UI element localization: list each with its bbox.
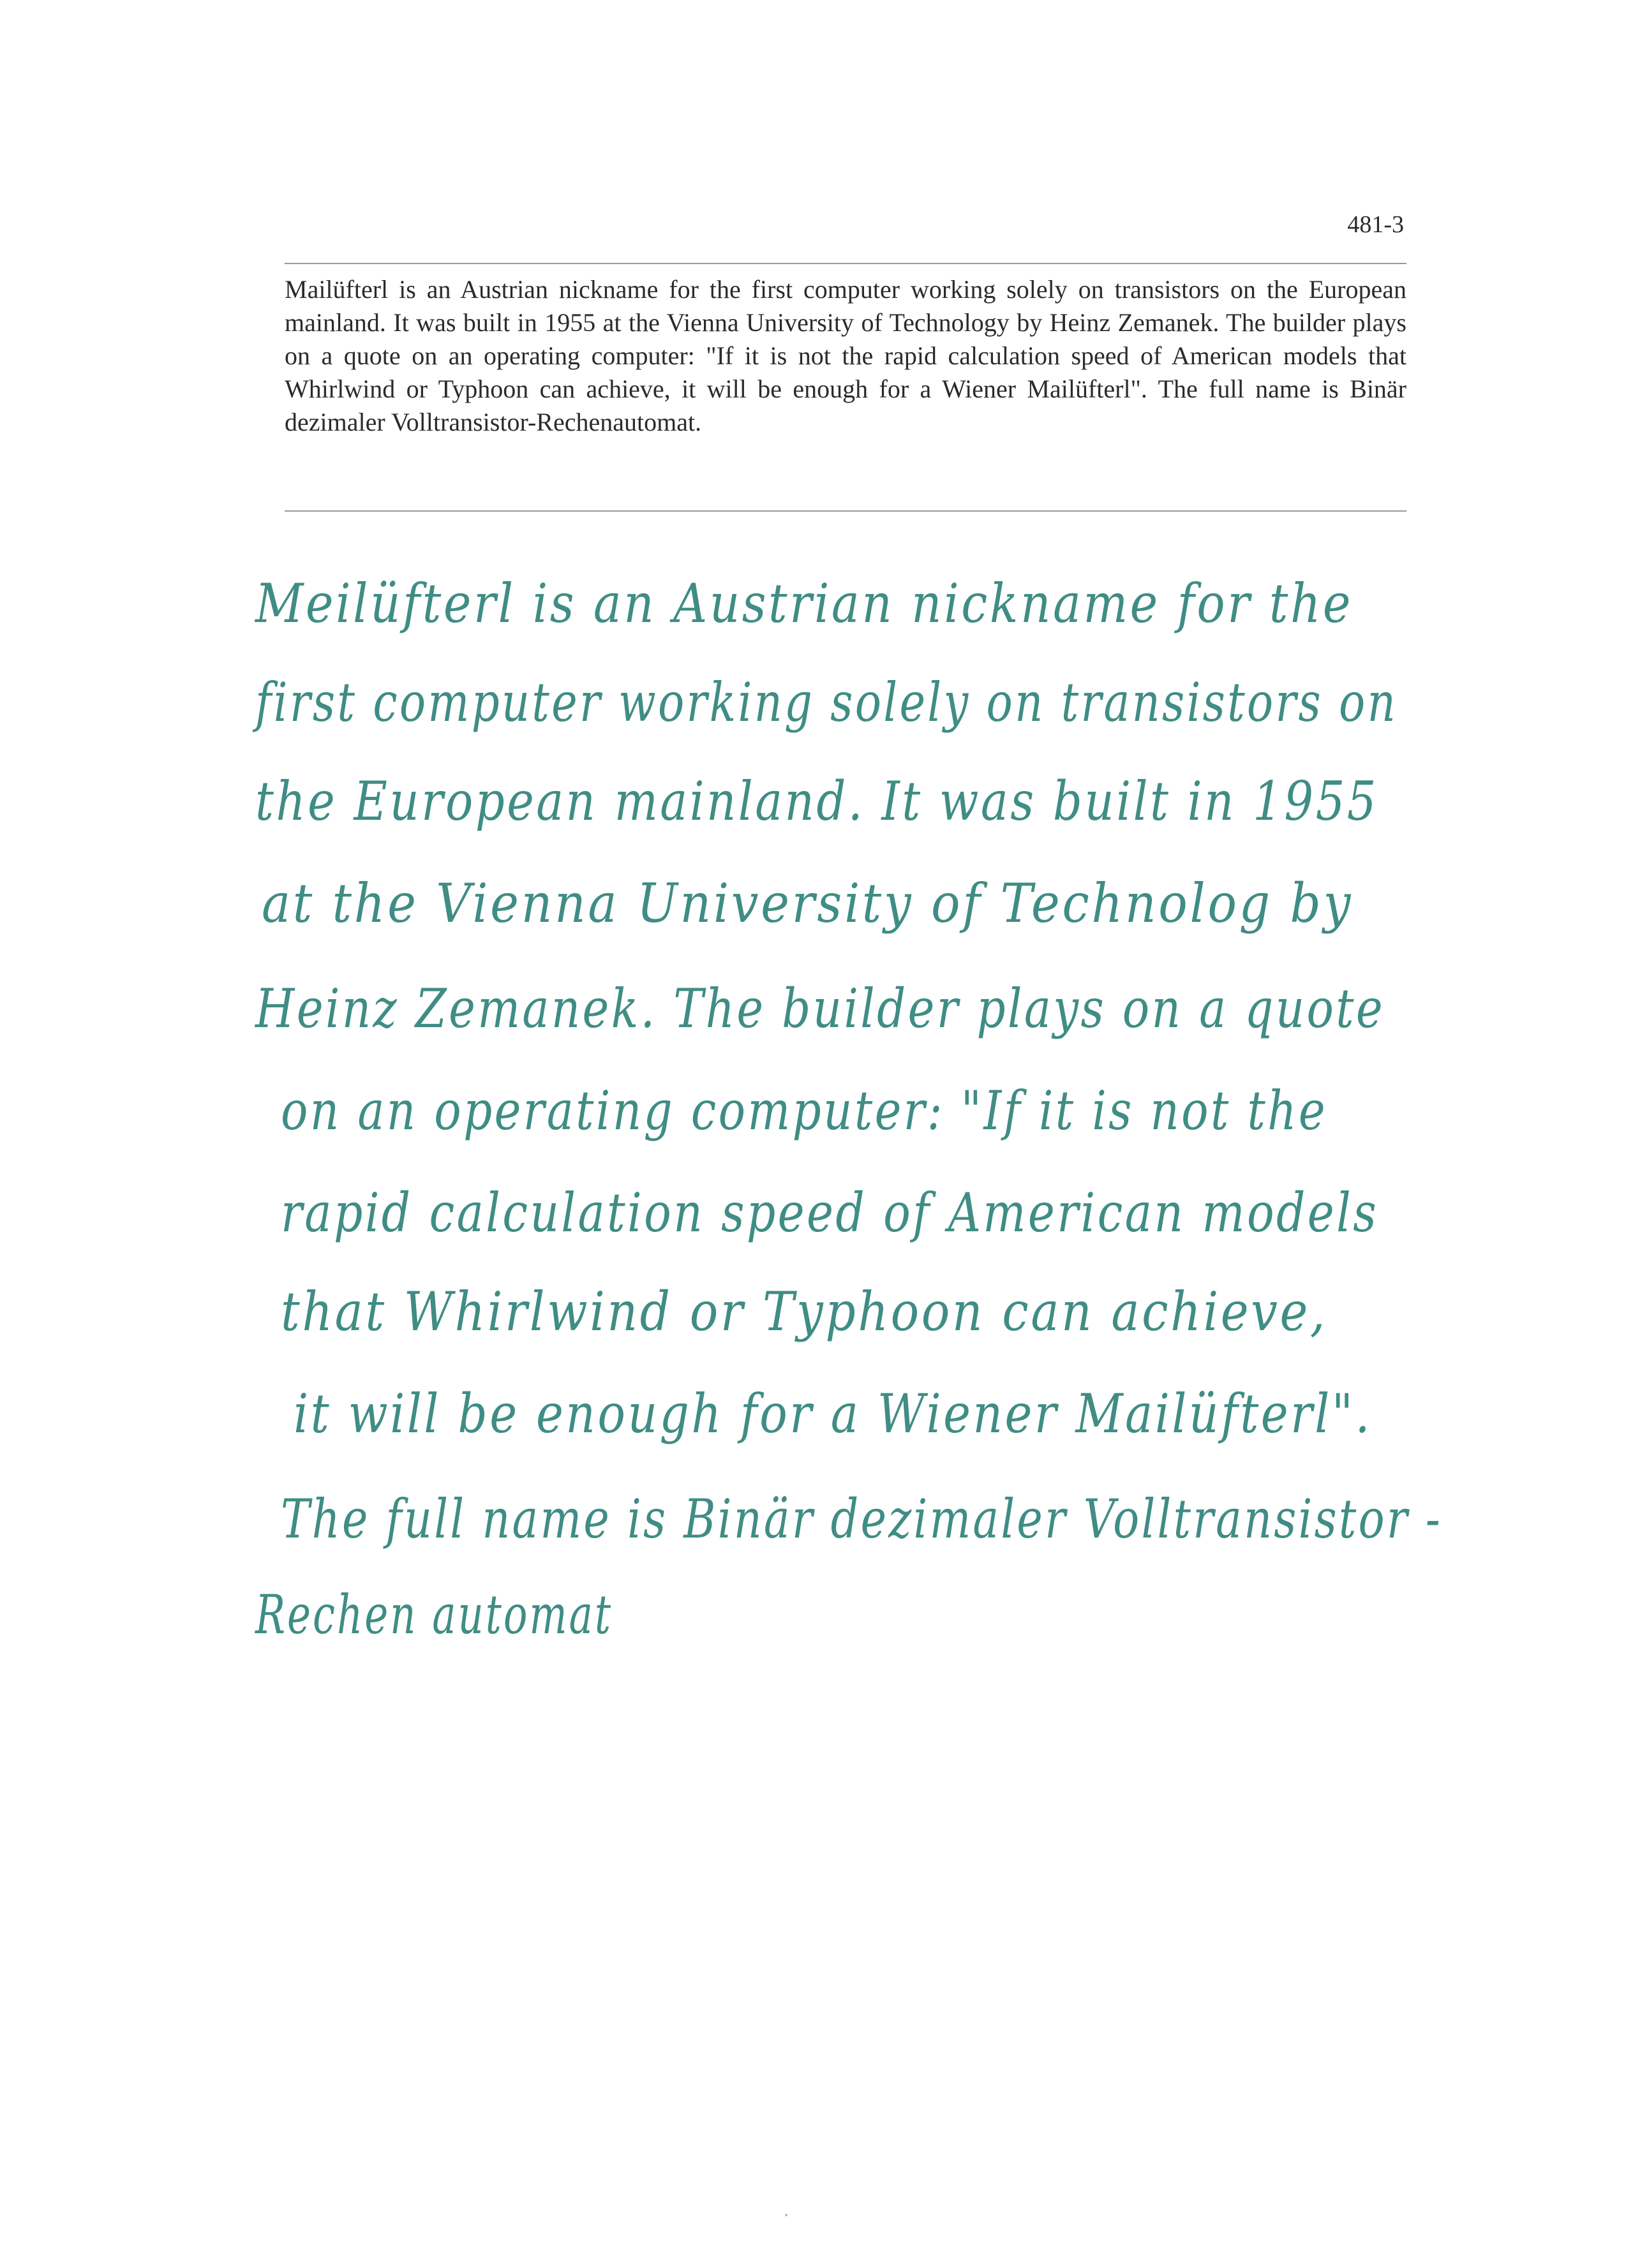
handwritten-line: first computer working solely on transistors on xyxy=(252,671,1398,734)
handwritten-line: Rechen automat xyxy=(254,1583,613,1646)
handwritten-line: the European mainland. It was built in 1955 xyxy=(255,770,1378,833)
handwritten-line: it will be enough for a Wiener Mailüfterl". xyxy=(294,1382,1372,1445)
page-footer-mark xyxy=(785,2214,787,2216)
form-id: 481-3 xyxy=(1347,211,1404,238)
handwritten-line: on an operating computer: "If it is not the xyxy=(281,1079,1327,1142)
handwritten-line: rapid calculation speed of American models xyxy=(281,1182,1378,1244)
handwritten-line: that Whirlwind or Typhoon can achieve, xyxy=(281,1280,1327,1343)
printed-paragraph: Mailüfterl is an Austrian nickname for the first computer working solely on transistors on the European mainland. It was built in 1955 at the Vienna University of Technology by Heinz Zemanek. The builder plays on a quote on an operating computer: "If it is not the rapid calculation speed of American models that Whirlwind or Typhoon can achieve, it will be enough for a Wiener Mailüfterl". The full name is Binär dezimaler Volltransistor-Rechenautomat. xyxy=(285,275,1406,436)
handwritten-line: Meilüfterl is an Austrian nickname for the xyxy=(254,572,1353,635)
handwritten-line: Heinz Zemanek. The builder plays on a quote xyxy=(254,977,1385,1040)
handwritten-line: The full name is Binär dezimaler Volltransistor - xyxy=(281,1488,1442,1550)
handwritten-line: at the Vienna University of Technolog by xyxy=(262,872,1353,935)
